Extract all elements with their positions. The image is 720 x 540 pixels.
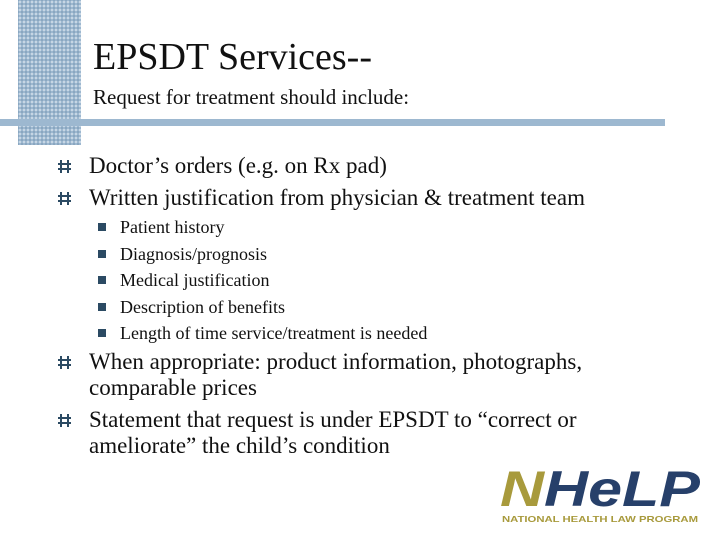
logo-wordmark: N HeLP [500,462,672,517]
hash-bullet-icon [58,414,71,427]
bullet-item [89,407,609,459]
sub-bullet-item [120,322,427,344]
sub-bullet-text: Length of time service/treatment is needed [120,323,428,343]
sub-bullet-text: Patient history [120,217,225,237]
square-bullet-icon [98,250,106,258]
bullet-text: Doctor’s orders (e.g. on Rx pad) [89,153,387,178]
bullet-item [89,349,629,401]
nhelp-logo [500,462,705,526]
slide-title: EPSDT Services-- [93,36,372,78]
sub-bullet-text: Diagnosis/prognosis [120,244,268,264]
bullet-item [89,185,649,211]
square-bullet-icon [98,303,106,311]
hash-bullet-icon [58,356,71,369]
sub-bullet-item [120,296,285,318]
square-bullet-icon [98,223,106,231]
sub-bullet-item [120,269,269,291]
sub-bullet-text: Medical justification [120,270,270,290]
sub-bullet-item [120,243,267,265]
square-bullet-icon [98,276,106,284]
hash-bullet-icon [58,192,71,205]
bullet-text: Written justification from physician & treatment team [89,185,585,210]
bullet-text: When appropriate: product information, photographs, comparable prices [89,349,583,400]
bullet-item [89,153,649,179]
decorative-divider-bar [0,119,665,126]
bullet-text: Statement that request is under EPSDT to “correct or ameliorate” the child’s condition [89,407,577,458]
sub-bullet-text: Description of benefits [120,297,285,317]
square-bullet-icon [98,329,106,337]
slide-subtitle: Request for treatment should include: [93,85,410,109]
logo-tagline: NATIONAL HEALTH LAW PROGRAM [502,514,698,524]
hash-bullet-icon [58,160,71,173]
sub-bullet-item [120,216,225,238]
